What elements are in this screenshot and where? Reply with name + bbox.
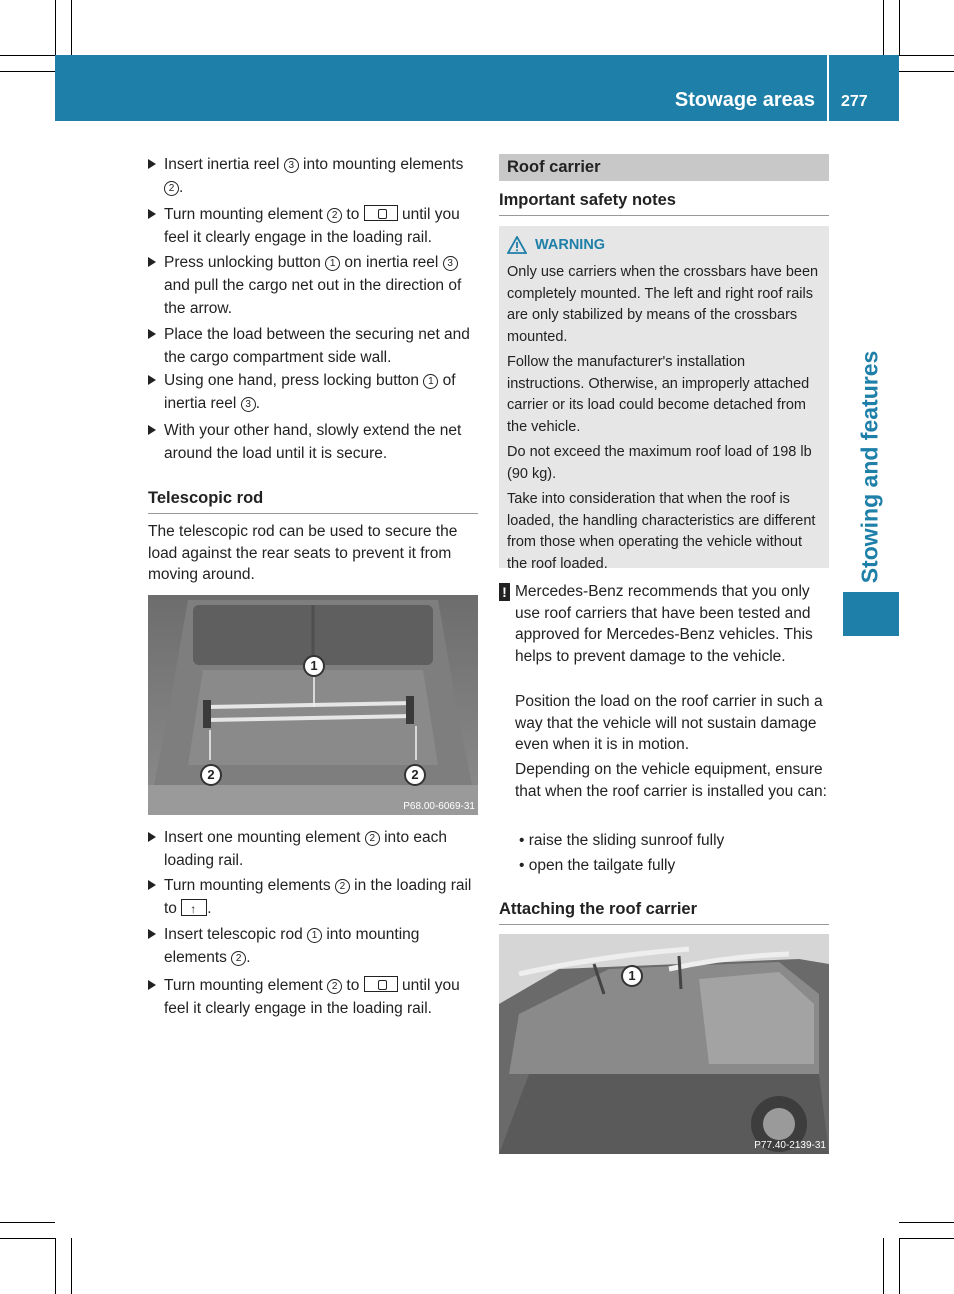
instruction-step: [148, 251, 478, 320]
warning-paragraph: Follow the manufacturer's installation instructions. Otherwise, an improperly attached carrier or its load could become detached from the vehicle.: [507, 354, 810, 435]
reference-number: 3: [284, 158, 299, 173]
roof-carrier-illustration: [499, 934, 829, 1154]
step-text: Turn mounting element: [164, 206, 328, 223]
step-arrow-icon: [148, 329, 156, 339]
image-reference-code: P77.40-2139-31: [754, 1140, 826, 1151]
section-title: Stowage areas: [674, 89, 815, 111]
step-text: Insert one mounting element: [164, 829, 365, 846]
warning-header: [507, 232, 821, 258]
crop-mark: [71, 1238, 72, 1294]
instruction-step: [148, 974, 478, 1020]
crop-mark: [883, 0, 884, 55]
telescopic-rod-text: The telescopic rod can be used to secure the load against the rear seats to prevent it from moving around.: [148, 523, 458, 583]
callout-2-left: 2: [200, 764, 222, 786]
reference-number: 2: [335, 879, 350, 894]
warning-paragraph: Do not exceed the maximum roof load of 198 lb (90 kg).: [507, 444, 812, 482]
bullet-text: raise the sliding sunroof fully: [528, 832, 725, 849]
attaching-heading: Attaching the roof carrier: [499, 900, 829, 925]
warning-box: [499, 226, 829, 572]
instruction-step: [148, 419, 478, 465]
crop-mark: [899, 0, 900, 55]
warning-label: WARNING: [535, 237, 606, 253]
reference-number: 1: [325, 256, 340, 271]
image-reference-code: P68.00-6069-31: [403, 801, 475, 812]
step-text: into each loading rail.: [164, 829, 447, 869]
step-text: .: [179, 179, 184, 196]
step-text: Insert inertia reel: [164, 156, 284, 173]
bullet-item: • raise the sliding sunroof fully: [519, 832, 725, 849]
step-arrow-icon: [148, 257, 156, 267]
step-text: Insert telescopic rod: [164, 926, 308, 943]
crop-mark: [55, 1238, 56, 1294]
step-text: of inertia reel: [164, 372, 456, 412]
step-arrow-icon: [148, 159, 156, 169]
crop-mark: [899, 1222, 954, 1223]
reference-number: 2: [164, 181, 179, 196]
note-paragraph-block: [499, 759, 829, 802]
crop-mark: [0, 55, 55, 56]
step-text: into mounting elements: [298, 156, 464, 173]
crop-mark: [0, 71, 55, 72]
note-paragraph: Depending on the vehicle equipment, ensure that when the roof carrier is installed you can:: [515, 761, 827, 800]
note-paragraph: Mercedes-Benz recommends that you only use roof carriers that have been tested and approved for Mercedes-Benz vehicles. This helps to prevent damage to the vehicle.: [515, 583, 813, 665]
step-arrow-icon: [148, 880, 156, 890]
crop-mark: [0, 1238, 55, 1239]
instruction-step: [148, 369, 478, 415]
crop-mark: [71, 0, 72, 55]
crop-mark: [883, 1238, 884, 1294]
warning-paragraph: Only use carriers when the crossbars have been completely mounted. The left and right roof rails are only stabilized by means of the crossbars mounted.: [507, 264, 819, 345]
step-text: to: [342, 977, 364, 994]
reference-number: 2: [327, 979, 342, 994]
step-text: .: [207, 900, 212, 917]
crop-mark: [899, 55, 954, 56]
instruction-step: [148, 153, 478, 199]
step-text: Turn mounting element: [164, 977, 328, 994]
instruction-step: [148, 826, 478, 872]
crop-mark: [899, 1238, 900, 1294]
bullet-text: open the tailgate fully: [528, 857, 676, 874]
warning-paragraph: Take into consideration that when the roof is loaded, the handling characteristics are different from those when operating the vehicle without the roof loaded.: [507, 491, 816, 572]
step-arrow-icon: [148, 209, 156, 219]
roof-carrier-photo: [499, 934, 829, 1154]
cargo-area-photo: [148, 595, 478, 815]
warning-triangle-icon: [507, 236, 527, 254]
step-text: Press unlocking button: [164, 254, 326, 271]
step-text: in the loading rail to: [164, 877, 472, 917]
instruction-step: [148, 874, 478, 920]
step-text: Turn mounting elements: [164, 877, 335, 894]
crop-mark: [899, 1238, 954, 1239]
step-arrow-icon: [148, 929, 156, 939]
instruction-step: [148, 203, 478, 249]
lock-icon: [364, 205, 398, 221]
page-header: [55, 55, 899, 121]
step-text: on inertia reel: [340, 254, 443, 271]
crop-mark: [899, 71, 954, 72]
callout-2-right: 2: [404, 764, 426, 786]
rail-position-icon: [181, 899, 207, 916]
roof-carrier-heading: Roof carrier: [499, 154, 829, 181]
step-text: .: [255, 395, 260, 412]
note-paragraph-block: [499, 691, 829, 756]
step-text: Place the load between the securing net and the cargo compartment side wall.: [164, 326, 470, 366]
callout-1: 1: [621, 965, 643, 987]
reference-number: 1: [423, 374, 438, 389]
step-text: .: [246, 949, 251, 966]
note-paragraph: Position the load on the roof carrier in such a way that the vehicle will not sustain damage even when it is in motion.: [515, 693, 823, 753]
step-arrow-icon: [148, 832, 156, 842]
step-text: With your other hand, slowly extend the net around the load until it is secure.: [164, 422, 462, 462]
instruction-step: [148, 923, 478, 969]
step-text: until you feel it clearly engage in the loading rail.: [164, 206, 460, 246]
step-text: to: [342, 206, 364, 223]
step-arrow-icon: [148, 980, 156, 990]
reference-number: 2: [231, 951, 246, 966]
crop-mark: [0, 1222, 55, 1223]
cargo-area-illustration: [148, 595, 478, 815]
bullet-item: • open the tailgate fully: [519, 857, 676, 874]
callout-1: 1: [303, 655, 325, 677]
step-arrow-icon: [148, 375, 156, 385]
step-arrow-icon: [148, 425, 156, 435]
telescopic-rod-heading: Telescopic rod: [148, 489, 478, 514]
safety-notes-heading: Important safety notes: [499, 191, 829, 216]
exclamation-icon: !: [499, 583, 510, 601]
page-number: 277: [841, 93, 868, 110]
chapter-tab-marker: [843, 592, 899, 636]
lock-icon: [364, 976, 398, 992]
step-text: Using one hand, press locking button: [164, 372, 424, 389]
instruction-step: [148, 323, 478, 369]
reference-number: 2: [365, 831, 380, 846]
crop-mark: [55, 0, 56, 55]
header-divider: [827, 55, 829, 121]
step-text: into mounting elements: [164, 926, 420, 966]
step-text: until you feel it clearly engage in the loading rail.: [164, 977, 460, 1017]
chapter-title: Stowing and features: [856, 350, 883, 584]
damage-note: [499, 581, 829, 667]
reference-number: 3: [443, 256, 458, 271]
reference-number: 1: [307, 928, 322, 943]
reference-number: 3: [241, 397, 256, 412]
reference-number: 2: [327, 208, 342, 223]
step-text: and pull the cargo net out in the direction of the arrow.: [164, 277, 462, 317]
